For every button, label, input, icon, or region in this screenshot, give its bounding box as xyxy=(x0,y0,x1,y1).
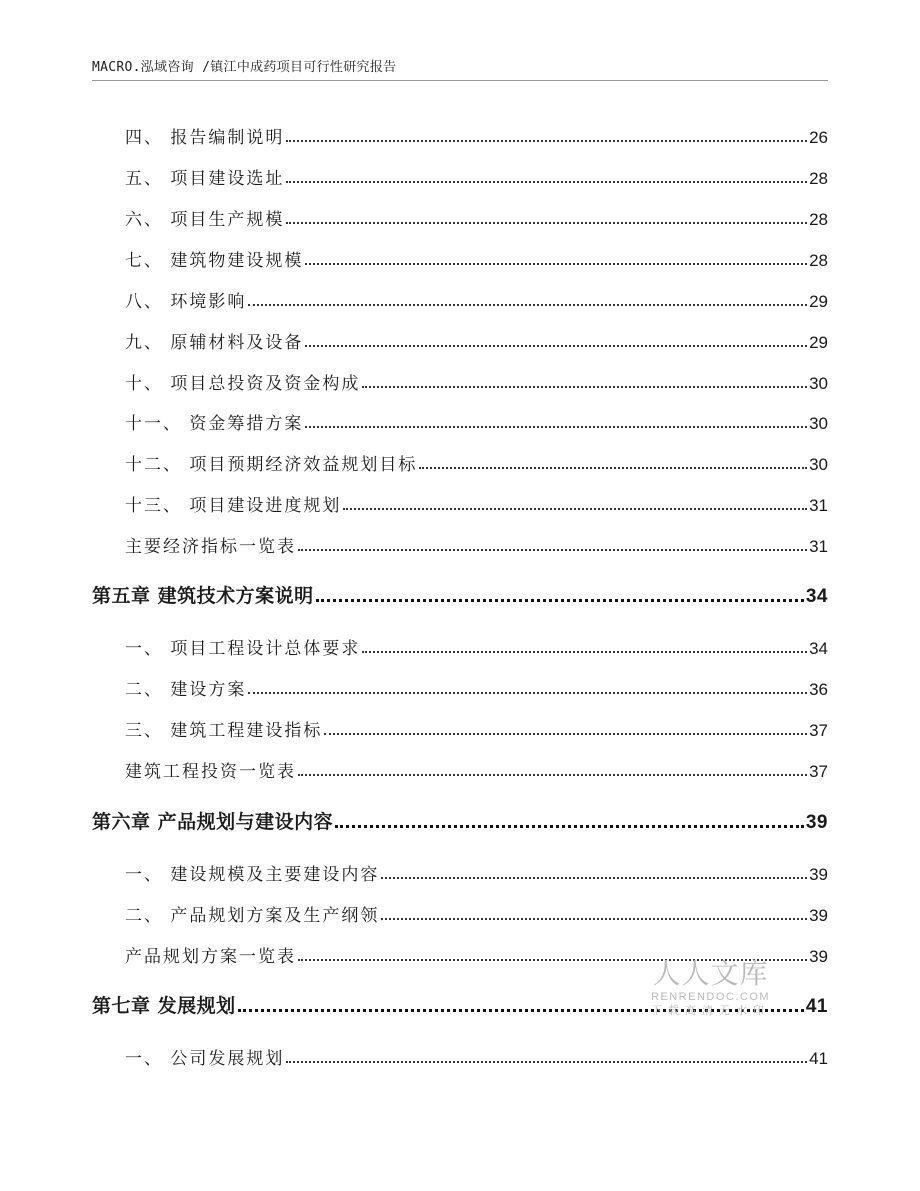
toc-leader-dots xyxy=(316,599,804,602)
toc-chapter-label: 第七章 发展规划 xyxy=(92,995,236,1017)
toc-page-number: 37 xyxy=(809,762,828,781)
toc-entry-label: 建筑工程投资一览表 xyxy=(125,762,296,782)
toc-entry-label: 十二、 项目预期经济效益规划目标 xyxy=(125,455,418,475)
toc-entry-label: 三、 建筑工程建设指标 xyxy=(125,721,323,741)
toc-entry-label: 一、 公司发展规划 xyxy=(125,1049,285,1069)
toc-entry-label: 十三、 项目建设进度规划 xyxy=(125,496,342,516)
toc-entry[interactable] xyxy=(125,286,828,312)
toc-leader-dots xyxy=(381,918,807,920)
toc-leader-dots xyxy=(286,140,807,142)
toc-entry[interactable] xyxy=(125,715,828,741)
toc-entry[interactable] xyxy=(125,490,828,516)
toc-entry-label: 二、 产品规划方案及生产纲领 xyxy=(125,906,380,926)
toc-entry-label: 一、 建设规模及主要建设内容 xyxy=(125,865,380,885)
toc-page-number: 41 xyxy=(805,996,828,1017)
toc-leader-dots xyxy=(286,1061,807,1063)
toc-leader-dots xyxy=(305,426,807,428)
running-header: MACRO.泓域咨询 /镇江中成药项目可行性研究报告 xyxy=(92,60,397,75)
toc-entry[interactable] xyxy=(125,859,828,885)
toc-entry-label: 十一、 资金筹措方案 xyxy=(125,414,304,434)
toc-leader-dots xyxy=(362,651,807,653)
toc-page-number: 26 xyxy=(809,128,828,147)
toc-entry[interactable] xyxy=(125,900,828,926)
toc-page-number: 28 xyxy=(809,251,828,270)
toc-entry-label: 十、 项目总投资及资金构成 xyxy=(125,374,361,394)
toc-page-number: 41 xyxy=(809,1049,828,1068)
toc-leader-dots xyxy=(286,181,807,183)
toc-entry-label: 五、 项目建设选址 xyxy=(125,169,285,189)
toc-entry-label: 二、 建设方案 xyxy=(125,680,247,700)
toc-leader-dots xyxy=(248,692,807,694)
toc-entry-label: 主要经济指标一览表 xyxy=(125,537,296,557)
toc-entry[interactable] xyxy=(125,204,828,230)
toc-entry-label: 六、 项目生产规模 xyxy=(125,210,285,230)
toc-leader-dots xyxy=(298,549,807,551)
toc-chapter-entry[interactable] xyxy=(92,582,828,608)
toc-page-number: 28 xyxy=(809,169,828,188)
watermark-title: 人人文库 xyxy=(652,957,769,990)
toc-page-number: 30 xyxy=(809,414,828,433)
toc-page-number: 31 xyxy=(809,496,828,515)
toc-entry-label: 产品规划方案一览表 xyxy=(125,947,296,967)
toc-leader-dots xyxy=(335,825,804,828)
toc-entry-label: 九、 原辅材料及设备 xyxy=(125,333,304,353)
toc-leader-dots xyxy=(305,345,807,347)
toc-entry[interactable] xyxy=(125,163,828,189)
toc-entry[interactable] xyxy=(125,122,828,148)
toc-entry[interactable] xyxy=(125,674,828,700)
toc-entry[interactable] xyxy=(125,449,828,475)
toc-leader-dots xyxy=(286,222,807,224)
toc-page-number: 28 xyxy=(809,210,828,229)
toc-page-number: 36 xyxy=(809,680,828,699)
toc-page-number: 34 xyxy=(805,586,828,607)
toc-leader-dots xyxy=(305,263,807,265)
watermark xyxy=(648,958,773,1018)
toc-leader-dots xyxy=(324,733,807,735)
toc-chapter-entry[interactable] xyxy=(92,808,828,834)
toc-leader-dots xyxy=(419,467,807,469)
toc-entry[interactable] xyxy=(125,1043,828,1069)
toc-leader-dots xyxy=(298,774,807,776)
toc-page-number: 34 xyxy=(809,639,828,658)
toc-page-number: 39 xyxy=(809,865,828,884)
toc-page-number: 39 xyxy=(805,812,828,833)
toc-page-number: 37 xyxy=(809,721,828,740)
toc-page-number: 39 xyxy=(809,947,828,966)
toc-entry[interactable] xyxy=(125,368,828,394)
toc-entry[interactable] xyxy=(125,531,828,557)
toc-leader-dots xyxy=(362,386,807,388)
toc-entry[interactable] xyxy=(125,327,828,353)
toc-entry[interactable] xyxy=(125,408,828,434)
watermark-domain: RENRENDOC.COM xyxy=(650,991,771,1003)
header-rule xyxy=(92,80,828,81)
toc-leader-dots xyxy=(248,304,807,306)
toc-leader-dots xyxy=(343,508,807,510)
toc-entry[interactable] xyxy=(125,245,828,271)
toc-chapter-label: 第六章 产品规划与建设内容 xyxy=(92,811,334,833)
toc-entry-label: 七、 建筑物建设规模 xyxy=(125,251,304,271)
toc-entry-label: 八、 环境影响 xyxy=(125,292,247,312)
toc-entry-label: 四、 报告编制说明 xyxy=(125,128,285,148)
watermark-slogan: 下载高清无水印 xyxy=(651,1004,770,1017)
toc-leader-dots xyxy=(381,877,807,879)
toc-page-number: 29 xyxy=(809,333,828,352)
toc-entry[interactable] xyxy=(125,633,828,659)
toc-page-number: 30 xyxy=(809,455,828,474)
toc-page-number: 31 xyxy=(809,537,828,556)
toc-page-number: 29 xyxy=(809,292,828,311)
toc-entry-label: 一、 项目工程设计总体要求 xyxy=(125,639,361,659)
toc-page-number: 39 xyxy=(809,906,828,925)
toc-chapter-label: 第五章 建筑技术方案说明 xyxy=(92,585,314,607)
toc-entry[interactable] xyxy=(125,756,828,782)
toc-page-number: 30 xyxy=(809,374,828,393)
